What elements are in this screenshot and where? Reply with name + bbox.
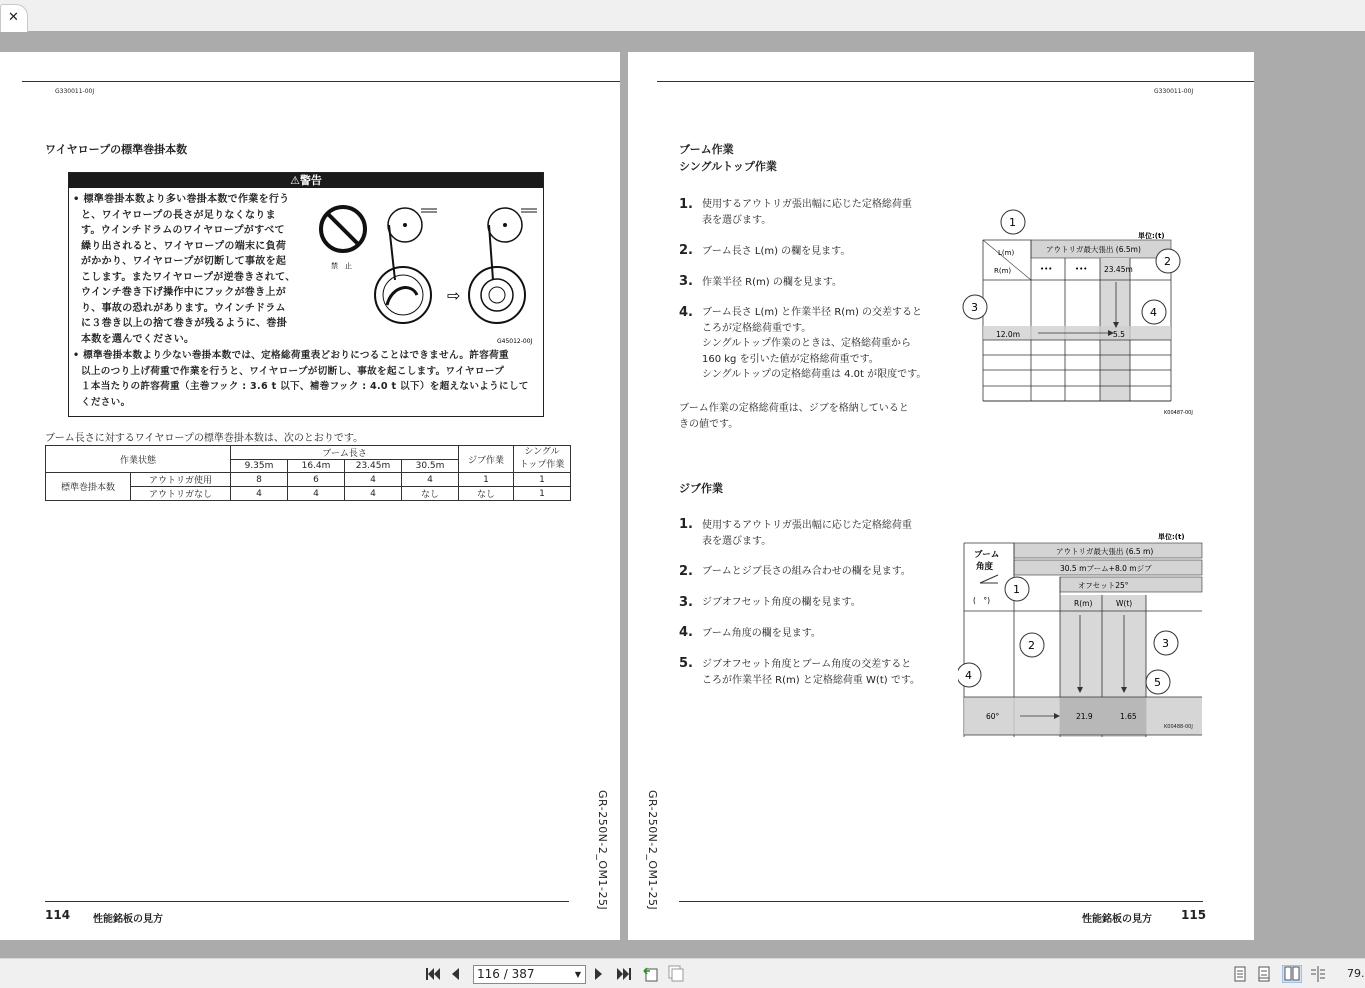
svg-text:4: 4 xyxy=(965,669,972,682)
svg-text:アウトリガ最大張出 (6.5m): アウトリガ最大張出 (6.5m) xyxy=(1046,245,1141,254)
svg-text:ブーム: ブーム xyxy=(974,550,1000,560)
warning-text-1: • 標準巻掛本数より多い巻掛本数で作業を行う と、ワイヤロープの長さが足りなくなりま す。ウインチドラムのワイヤロープがすべて 繰り出されると、ワイヤロープの端末に負荷 がかかり、ワイヤロープが切断して事故を起 こします。またワイヤロープが逆巻きされて、 ウインチ巻き下げ操作中にフックが巻き上が り、事故の恐れがあります。ウインチドラム に３巻き以上の捨て巻きが残るように、巻掛 本数を選んでください。 xyxy=(73,194,296,345)
viewer-toolbar xyxy=(0,958,1365,988)
svg-text:60°: 60° xyxy=(986,712,1000,721)
svg-text:⇨: ⇨ xyxy=(447,286,461,305)
svg-text:L(m): L(m) xyxy=(998,249,1015,257)
th-state: 作業状態 xyxy=(46,446,231,473)
doc-code: G330011-00J xyxy=(55,88,95,95)
facing-pages-view-icon[interactable] xyxy=(1282,965,1302,983)
section-title: ブーム作業 xyxy=(679,143,734,156)
th-len: 9.35m xyxy=(231,460,288,473)
prohibit-label: 禁 止 xyxy=(331,262,352,270)
figure-code: G45012-00J xyxy=(497,338,533,345)
boom-load-diagram xyxy=(958,200,1208,418)
svg-text:( °): ( °) xyxy=(973,596,991,605)
header-rule xyxy=(22,81,620,82)
svg-text:•••: ••• xyxy=(1075,265,1088,273)
table-cell: 1 xyxy=(459,473,514,487)
warning-text-2: • 標準巻掛本数より少ない巻掛本数では、定格総荷重表どおりにつることはできません。許容荷重 以上のつり上げ荷重で作業を行うと、ワイヤロープが切断し、事故を起こします。ワイヤロープ １本当たりの許容荷重（主巻フック : 3.6 t 以下、補巻フック : 4.0 t 以下）を超えないようにして ください。 xyxy=(73,350,529,408)
svg-text:30.5 mブーム+8.0 mジブ: 30.5 mブーム+8.0 mジブ xyxy=(1060,564,1152,573)
tab-bar xyxy=(0,0,1365,31)
svg-text:•••: ••• xyxy=(1040,265,1053,273)
footer-title: 性能銘板の見方 xyxy=(1082,914,1152,925)
svg-text:3: 3 xyxy=(1162,637,1169,650)
page-selector[interactable] xyxy=(473,965,586,984)
header-rule xyxy=(657,81,1254,82)
previous-page-icon[interactable] xyxy=(450,967,460,981)
svg-text:4: 4 xyxy=(1150,306,1157,319)
svg-text:単位:(t): 単位:(t) xyxy=(1138,232,1165,240)
footer-rule xyxy=(45,901,569,902)
row-label: 標準巻掛本数 xyxy=(46,473,131,501)
table-cell: 4 xyxy=(231,487,288,501)
footer-title: 性能銘板の見方 xyxy=(93,914,163,925)
doc-code: G330011-00J xyxy=(1154,88,1194,95)
next-page-icon[interactable] xyxy=(594,967,604,981)
sub-title: シングルトップ作業 xyxy=(679,160,777,173)
first-page-icon[interactable] xyxy=(425,967,441,981)
table-cell: なし xyxy=(459,487,514,501)
svg-text:単位:(t): 単位:(t) xyxy=(1158,533,1185,541)
row-name: アウトリガなし xyxy=(131,487,231,501)
svg-text:オフセット25°: オフセット25° xyxy=(1078,581,1129,590)
svg-text:2: 2 xyxy=(1028,639,1035,652)
svg-text:5.5: 5.5 xyxy=(1113,330,1125,339)
table-cell: 4 xyxy=(345,473,402,487)
table-cell: 6 xyxy=(288,473,345,487)
section-title: ワイヤロープの標準巻掛本数 xyxy=(45,143,188,156)
th-single: シングル トップ作業 xyxy=(514,446,571,473)
svg-text:12.0m: 12.0m xyxy=(996,330,1021,339)
table-cell: 4 xyxy=(402,473,459,487)
go-forward-view-icon[interactable] xyxy=(668,965,684,982)
zoom-level[interactable]: 79. xyxy=(1347,967,1365,980)
svg-text:K00487-00J: K00487-00J xyxy=(1164,410,1193,416)
single-page-view-icon[interactable] xyxy=(1233,966,1247,982)
last-page-icon[interactable] xyxy=(616,967,632,981)
svg-text:W(t): W(t) xyxy=(1116,599,1133,608)
svg-text:3: 3 xyxy=(971,301,978,314)
footer-rule xyxy=(679,901,1203,902)
table-cell: 8 xyxy=(231,473,288,487)
th-len: 30.5m xyxy=(402,460,459,473)
jib-load-diagram xyxy=(958,527,1206,737)
close-tab-button[interactable]: ✕ xyxy=(0,4,28,32)
svg-text:R(m): R(m) xyxy=(994,267,1012,275)
svg-text:1.65: 1.65 xyxy=(1120,712,1137,721)
svg-text:2: 2 xyxy=(1164,255,1171,268)
warning-box xyxy=(68,172,544,417)
page-114 xyxy=(0,52,620,940)
page-number: 114 xyxy=(45,908,71,922)
page-115: G330011-00J ブーム作業 シングルトップ作業 1. 使用するアウトリガ張出幅に応じた定格総荷重 表を選びます。 2. ブーム長さ L(m) の欄を見ます。 3. 作業半径 R(m) の欄を見ます。 4. ブーム長さ L(m) と作業半径 R(m) の交差すると ころが定格総荷重です。 シングルトップ作業のときは、定格総荷重から 160 kg を引いた値が定格総荷重です。 シングルトップの定格総荷重は 4.0t が限度です。 ブーム作業の定格総荷重は、ジブを格納していると きの値です。 単位:(t) アウトリガ最大張出 (6.5m) L(m) R(m) ••• ••• 23.45m 12.0m 5.5 1 2 3 4 K00487-00J ジブ作業 1. 使用するアウトリガ張出幅に応じた定格総荷重 表を選びます。 2. ブームとジブ長さの組み合わせの欄を見ます。 3. ジブオフセット角度の欄を見ます。 4. ブーム角度の欄を見ます。 5. ジブオフセット角度とブーム角度の交差すると ころが作業半径 R(m) と定格総荷重 W(t) です。 単位:(t) アウトリガ最大張出 (6.5 m) 30.5 mブーム+8.0 mジブ オフセット25° ブーム 角度 ( °) R(m) W(t) 60° 21.9 1.65 1 2 3 4 5 K00488-00J GR-250N-2_OM1-25J 性能銘板の見方 115 xyxy=(628,52,1254,940)
svg-text:1: 1 xyxy=(1009,216,1016,229)
th-len: 23.45m xyxy=(345,460,402,473)
svg-text:角度: 角度 xyxy=(976,562,994,572)
continuous-facing-view-icon[interactable] xyxy=(1310,966,1326,982)
svg-text:21.9: 21.9 xyxy=(1076,712,1093,721)
table-cell: 4 xyxy=(345,487,402,501)
go-back-view-icon[interactable] xyxy=(642,965,658,982)
page-number: 115 xyxy=(1181,908,1207,922)
th-len: 16.4m xyxy=(288,460,345,473)
row-name: アウトリガ使用 xyxy=(131,473,231,487)
svg-text:アウトリガ最大張出 (6.5 m): アウトリガ最大張出 (6.5 m) xyxy=(1056,547,1154,556)
svg-text:23.45m: 23.45m xyxy=(1104,265,1133,274)
svg-text:1: 1 xyxy=(1013,583,1020,596)
continuous-view-icon[interactable] xyxy=(1257,966,1271,982)
side-doc-label: GR-250N-2_OM1-25J xyxy=(596,790,609,911)
table-cell: なし xyxy=(402,487,459,501)
th-jib: ジブ作業 xyxy=(459,446,514,473)
table-cell: 4 xyxy=(288,487,345,501)
svg-text:R(m): R(m) xyxy=(1074,599,1093,608)
table-cell: 1 xyxy=(514,473,571,487)
jib-title: ジブ作業 xyxy=(679,482,723,495)
svg-text:5: 5 xyxy=(1154,676,1161,689)
winch-drum-illustration xyxy=(317,195,539,345)
table-intro: ブーム長さに対するワイヤロープの標準巻掛本数は、次のとおりです。 xyxy=(45,433,364,444)
th-boom: ブーム長さ xyxy=(231,446,459,460)
chevron-down-icon: ▼ xyxy=(574,970,581,979)
table-cell: 1 xyxy=(514,487,571,501)
page-selector-value: 116 / 387 xyxy=(477,967,535,981)
rope-table xyxy=(45,445,571,501)
side-doc-label: GR-250N-2_OM1-25J xyxy=(646,790,659,911)
warning-header: ⚠警告 xyxy=(69,173,543,188)
figure-code: K00488-00J xyxy=(1164,724,1193,730)
